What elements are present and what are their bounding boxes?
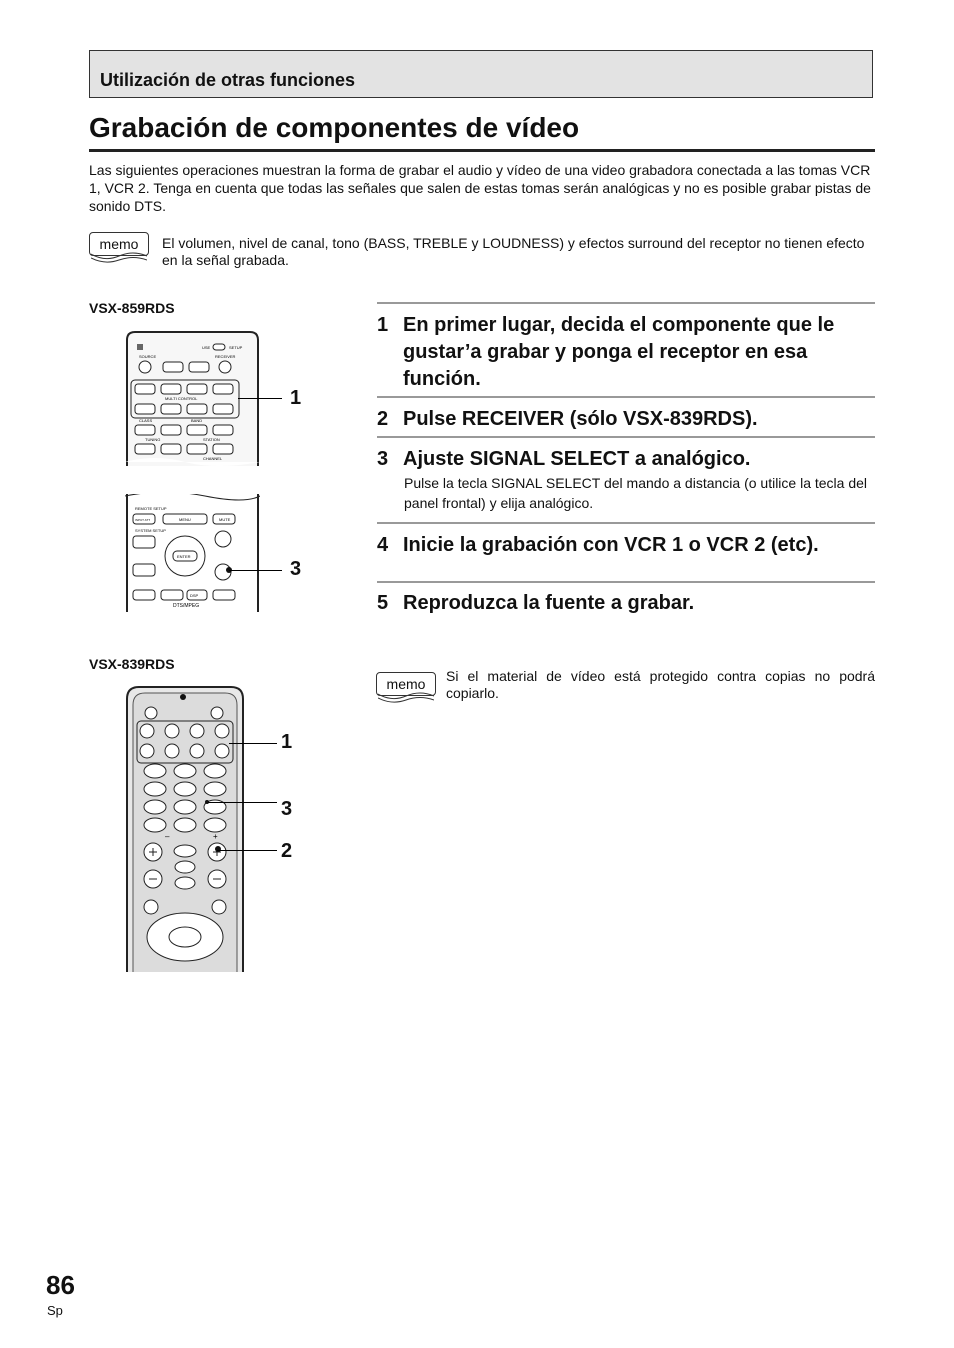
step-3-heading [377, 446, 875, 473]
step-1-text: En primer lugar, decida el componente que le gustar’a grabar y ponga el receptor en esa función. [403, 314, 835, 390]
band-label: BAND [191, 418, 203, 423]
tuning-label: TUNING [145, 437, 161, 442]
callout-top-3: 3 [290, 558, 302, 580]
memo-note-2: Si el material de vídeo está protegido contra copias no podrá copiarlo. [446, 668, 875, 701]
channel-label: CHANNEL [203, 456, 223, 461]
intro-paragraph: Las siguientes operaciones muestran la forma de grabar el audio y vídeo de una video grabadora conectada a las tomas VCR 1, VCR 2. Tenga en cuenta que todas las señales que salen de estas tomas serán analógicas y no es posible grabar pistas de sonido DTS. [89, 162, 871, 214]
section-title: Utilización de otras funciones [100, 70, 356, 90]
callout-bottom-2: 2 [281, 840, 293, 862]
callout-top-1: 1 [290, 387, 302, 409]
use-label: USE [202, 345, 211, 350]
leader-top-3 [229, 570, 282, 571]
callout-bottom-1: 1 [281, 731, 293, 753]
multi-control-label: MULTI CONTROL [165, 396, 198, 401]
mute-label: MUTE [219, 517, 231, 522]
step-4-heading [377, 532, 875, 559]
leader-bottom-1 [229, 743, 277, 744]
source-label: SOURCE [139, 354, 157, 359]
memo-icon-2 [376, 672, 436, 706]
callout-bottom-3: 3 [281, 798, 293, 820]
step-1-number: 1 [377, 314, 389, 336]
station-label: STATION [203, 437, 220, 442]
input-att-label: INPUT ATT [135, 518, 151, 522]
class-label: CLASS [139, 418, 153, 423]
section-banner [89, 50, 873, 98]
step-rule-4 [377, 522, 875, 524]
step-3-number: 3 [377, 448, 389, 470]
step-1-heading [377, 312, 875, 393]
setup-label: SETUP [229, 345, 243, 350]
step-2-heading [377, 406, 875, 433]
remote-bottom-illustration [125, 685, 245, 972]
step-4-text: Inicie la grabación con VCR 1 o VCR 2 (etc). [403, 534, 819, 556]
remote-top-lower-illustration [125, 494, 260, 612]
menu-label: MENU [179, 517, 191, 522]
step-rule-1 [377, 302, 875, 304]
receiver-label: RECEIVER [215, 354, 236, 359]
svg-text:–: – [165, 832, 170, 841]
memo-label: memo [89, 232, 149, 256]
model-label-top: VSX-859RDS [89, 300, 175, 316]
step-3-detail: Pulse la tecla SIGNAL SELECT del mando a distancia (o utilice la tecla del panel frontal) y elija analógico. [404, 475, 868, 511]
step-5-heading [377, 590, 875, 617]
page-title: Grabación de componentes de vídeo [89, 112, 580, 143]
step-rule-5 [377, 581, 875, 583]
leader-bottom-3 [208, 802, 277, 803]
memo-wave-icon [91, 252, 147, 264]
step-3-text: Ajuste SIGNAL SELECT a analógico. [403, 448, 751, 470]
system-setup-label: SYSTEM SETUP [135, 528, 166, 533]
page-number: 86 [46, 1270, 75, 1300]
remote-setup-label: REMOTE SETUP [135, 506, 167, 511]
step-5-number: 5 [377, 592, 389, 614]
step-2-text: Pulse RECEIVER (sólo VSX-839RDS). [403, 408, 758, 430]
leader-bottom-2 [217, 850, 277, 851]
dsp-label: DSP [190, 593, 199, 598]
leader-top-1 [238, 398, 282, 399]
step-4-number: 4 [377, 534, 389, 556]
step-5-text: Reproduzca la fuente a grabar. [403, 592, 695, 614]
step-2-number: 2 [377, 408, 389, 430]
dts-mpeg-label: DTS/MPEG [173, 603, 200, 609]
title-rule [89, 149, 875, 152]
step-rule-2 [377, 396, 875, 398]
memo-note-1: El volumen, nivel de canal, tono (BASS, TREBLE y LOUDNESS) y efectos surround del receptor no tienen efecto en la señal grabada. [162, 235, 865, 268]
memo-wave-icon-2 [378, 692, 434, 704]
step-rule-3 [377, 436, 875, 438]
model-label-bottom: VSX-839RDS [89, 656, 175, 672]
memo-label-2: memo [376, 672, 436, 696]
memo-icon [89, 232, 149, 266]
page-language: Sp [47, 1303, 63, 1318]
enter-label: ENTER [177, 554, 191, 559]
svg-text:+: + [213, 832, 218, 841]
